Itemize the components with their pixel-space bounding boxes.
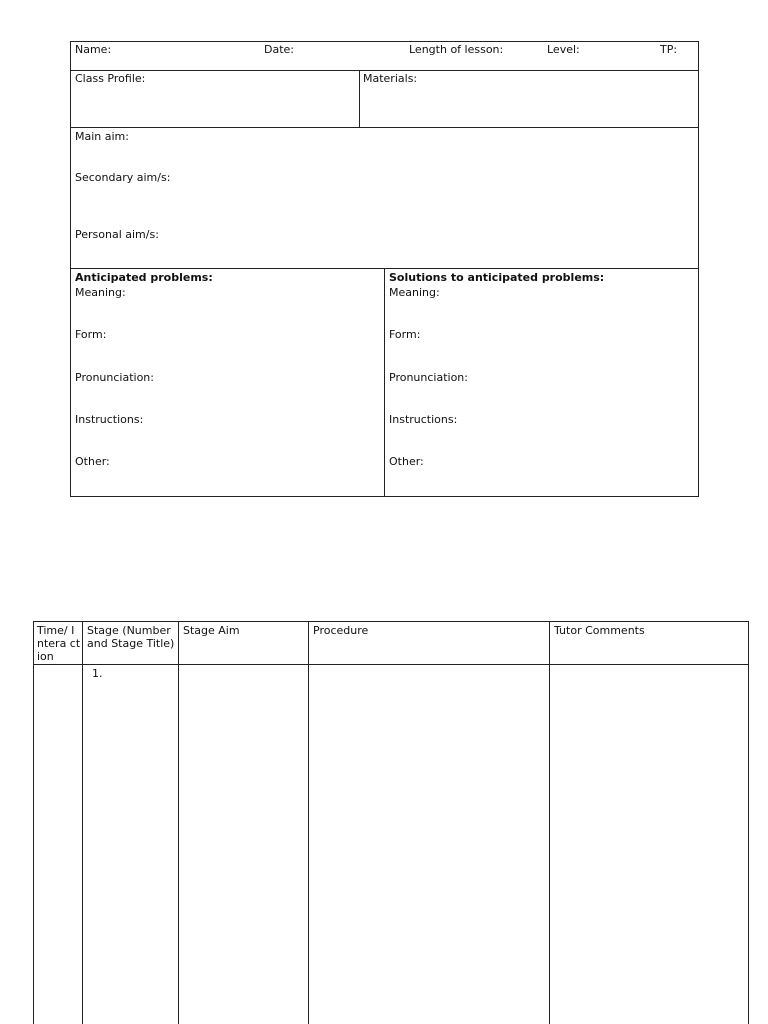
name-label: Name:: [75, 43, 112, 56]
secondary-aim-label: Secondary aim/s:: [75, 171, 171, 184]
solutions-other-label: Other:: [389, 455, 424, 468]
plan-header-divider: [33, 664, 749, 665]
problems-instructions-label: Instructions:: [75, 413, 144, 426]
problems-form-label: Form:: [75, 328, 107, 341]
plan-col-line-1: [82, 621, 83, 1024]
problems-solutions-divider: [384, 268, 385, 497]
profile-materials-divider: [359, 70, 360, 128]
materials-label: Materials:: [363, 72, 418, 85]
problems-other-label: Other:: [75, 455, 110, 468]
problems-pronunciation-label: Pronunciation:: [75, 371, 154, 384]
class-profile-label: Class Profile:: [75, 72, 146, 85]
tutor-comments-header: Tutor Comments: [554, 624, 645, 637]
length-label: Length of lesson:: [409, 43, 504, 56]
solutions-instructions-label: Instructions:: [389, 413, 458, 426]
form-divider-2: [70, 127, 699, 128]
stage-header: Stage (Number and Stage Title): [87, 624, 175, 650]
stage-number-1: 1.: [92, 667, 103, 680]
anticipated-problems-heading: Anticipated problems:: [75, 271, 213, 284]
tp-label: TP:: [660, 43, 678, 56]
solutions-meaning-label: Meaning:: [389, 286, 440, 299]
form-border-left: [70, 41, 71, 497]
plan-col-line-0: [33, 621, 34, 1024]
form-border-top: [70, 41, 699, 42]
plan-col-line-2: [178, 621, 179, 1024]
personal-aim-label: Personal aim/s:: [75, 228, 159, 241]
plan-col-line-5: [748, 621, 749, 1024]
problems-meaning-label: Meaning:: [75, 286, 126, 299]
solutions-form-label: Form:: [389, 328, 421, 341]
form-divider-1: [70, 70, 699, 71]
solutions-pronunciation-label: Pronunciation:: [389, 371, 468, 384]
date-label: Date:: [264, 43, 294, 56]
time-interaction-header: Time/ Intera ction: [37, 624, 81, 663]
plan-col-line-3: [308, 621, 309, 1024]
stage-aim-header: Stage Aim: [183, 624, 240, 637]
plan-border-top: [33, 621, 749, 622]
level-label: Level:: [547, 43, 580, 56]
plan-col-line-4: [549, 621, 550, 1024]
solutions-heading: Solutions to anticipated problems:: [389, 271, 605, 284]
main-aim-label: Main aim:: [75, 130, 129, 143]
procedure-header: Procedure: [313, 624, 369, 637]
form-border-right: [698, 41, 699, 497]
